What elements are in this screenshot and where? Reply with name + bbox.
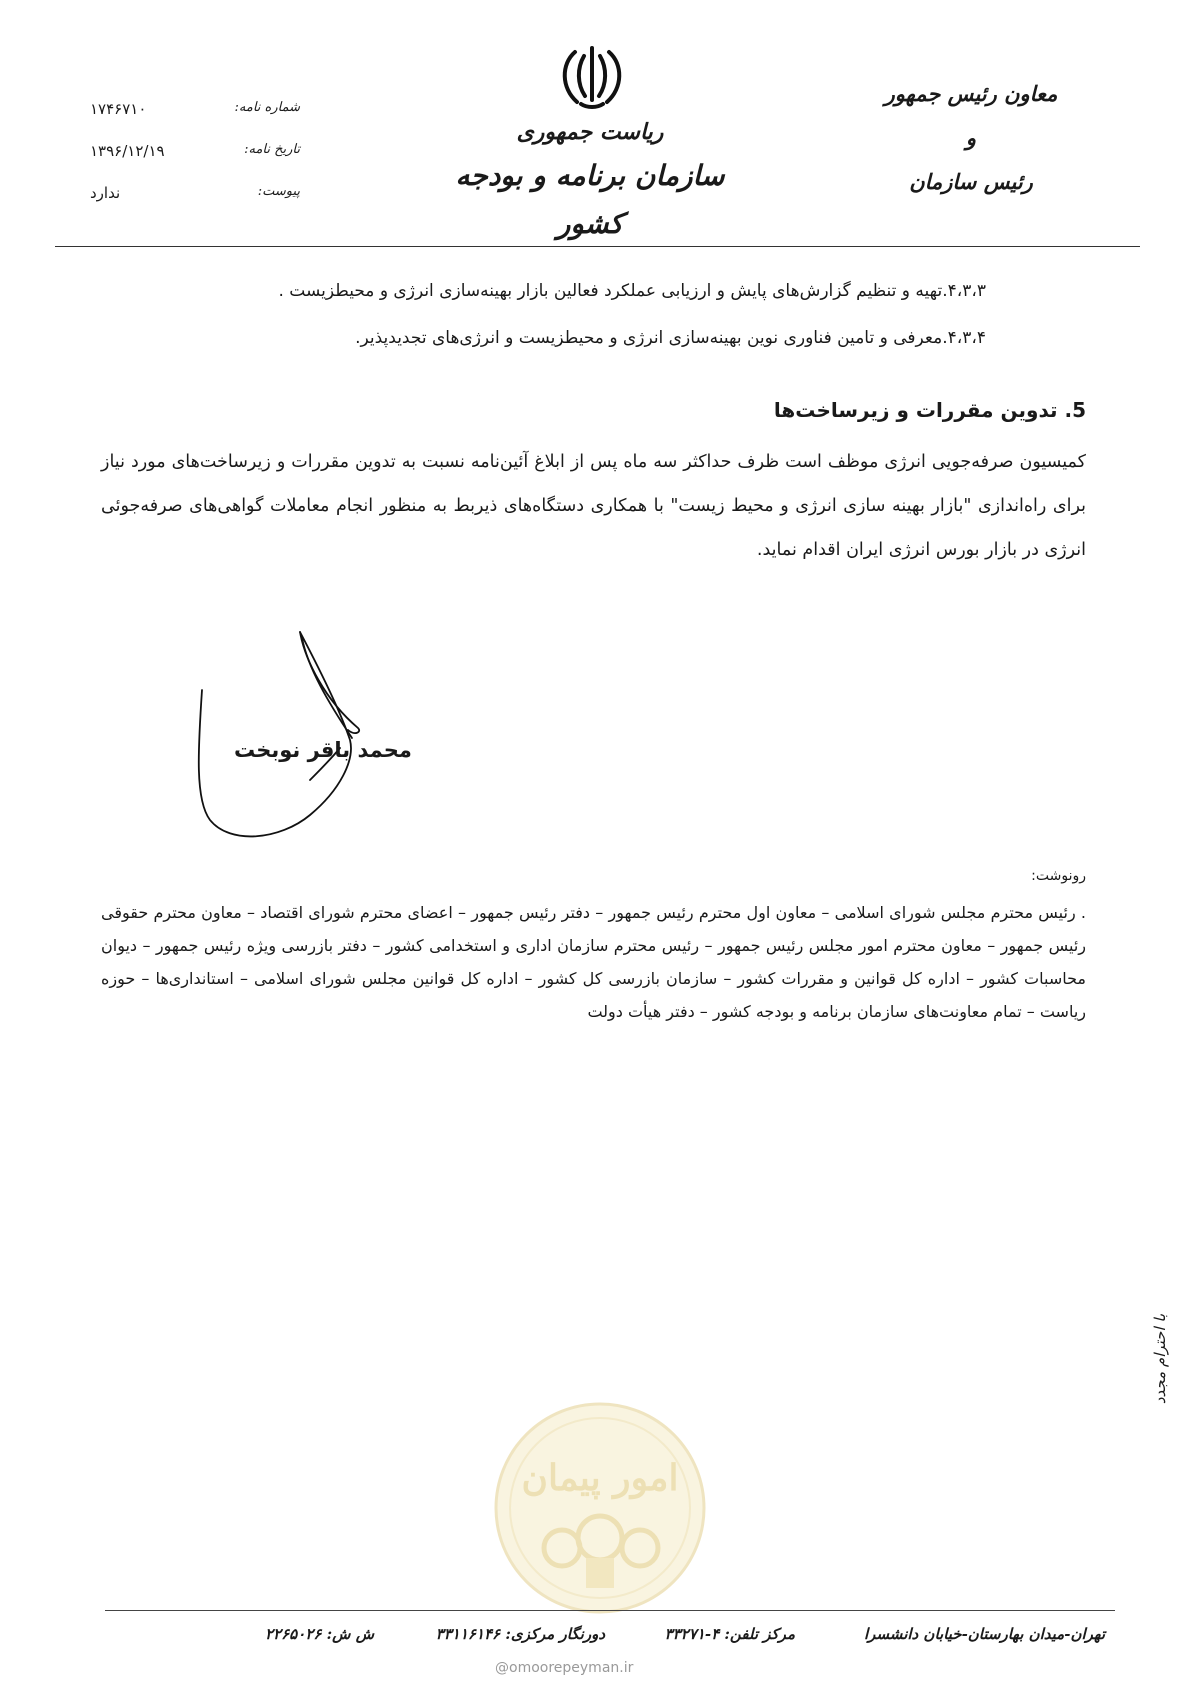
- organization-title: سازمان برنامه و بودجه کشور: [455, 159, 725, 240]
- letter-date: ۱۳۹۶/۱۲/۱۹: [90, 142, 165, 160]
- footer: [105, 1617, 1115, 1657]
- letter-number-label: شماره نامه:: [234, 100, 300, 115]
- letter-metadata: [90, 100, 300, 226]
- sender-title-line: معاون رئیس جمهور: [884, 81, 1058, 106]
- presidency-title: ریاست جمهوری: [516, 119, 664, 145]
- footer-divider: [105, 1610, 1115, 1611]
- letter-number: ۱۷۴۶۷۱۰: [90, 100, 147, 118]
- cc-label: رونوشت:: [1031, 868, 1086, 884]
- footer-register: ش ش: ۲۲۶۵۰۲۶: [265, 1625, 375, 1643]
- watermark-seal-icon: [490, 1398, 710, 1618]
- sender-title-line: رئیس سازمان: [909, 169, 1033, 194]
- closing-text: با احترام مجدد: [1151, 1313, 1170, 1405]
- watermark-site: @omoorepeyman.ir: [495, 1660, 634, 1676]
- attachment-value: ندارد: [90, 184, 121, 202]
- letter-date-label: تاریخ نامه:: [244, 142, 300, 157]
- footer-fax: دورنگار مرکزی: ۳۳۱۱۶۱۴۶: [435, 1625, 605, 1643]
- sender-title: [881, 72, 1061, 204]
- section-heading: 5. تدوین مقررات و زیرساخت‌ها: [773, 398, 1086, 422]
- organization-name: [440, 112, 740, 248]
- signer-name: محمد باقر نوبخت: [234, 738, 412, 762]
- attachment-row: [90, 184, 300, 226]
- cc-recipients: . رئیس محترم مجلس شورای اسلامی – معاون اول محترم رئیس جمهور – دفتر رئیس جمهور – اعضای محترم شورای اقتصاد – معاون محترم حقوقی رئیس جمهور – معاون محترم امور مجلس رئیس جمهور – رئیس محترم سازمان اداری و استخدامی کشور – دفتر بازرسی ویژه رئیس جمهور – دیوان محاسبات کشور – اداره کل قوانین و مقررات کشور – سازمان بازرسی کل کشور – اداره کل قوانین مجلس شورای اسلامی – استانداری‌ها – حوزه ریاست – تمام معاونت‌های سازمان برنامه و بودجه کشور – دفتر هیأت دولت: [101, 903, 1086, 1021]
- item-list: [186, 268, 986, 362]
- iran-emblem-icon: [555, 44, 629, 110]
- watermark-text: امور پیمان: [521, 1457, 679, 1499]
- list-item: ۴،۳،۴.معرفی و تامین فناوری نوین بهینه‌سازی انرژی و محیطزیست و انرژی‌های تجدیدپذیر.: [355, 328, 986, 348]
- header-divider: [55, 246, 1140, 247]
- attachment-label: پیوست:: [257, 184, 300, 199]
- footer-phone: مرکز تلفن: ۴-۳۳۲۷۱: [664, 1625, 795, 1643]
- list-item: ۴،۳،۳.تهیه و تنظیم گزارش‌های پایش و ارزیابی عملکرد فعالین بازار بهینه‌سازی انرژی و محیطزیست .: [278, 281, 986, 301]
- section-paragraph: کمیسیون صرفه‌جویی انرژی موظف است ظرف حداکثر سه ماه پس از ابلاغ آئین‌نامه نسبت به تدوین مقررات و زیرساخت‌های مورد نیاز برای راه‌اندازی "بازار بهینه سازی انرژی و محیط زیست" با همکاری دستگاه‌های ذیربط به منظور انجام معاملات گواهی‌های صرفه‌جوئی انرژی در بازار بورس انرژی ایران اقدام نماید.: [101, 452, 1086, 560]
- footer-address: تهران-میدان بهارستان-خیابان دانشسرا: [863, 1625, 1105, 1643]
- sender-title-line: و: [965, 125, 977, 150]
- letter-number-row: [90, 100, 300, 142]
- letter-date-row: [90, 142, 300, 184]
